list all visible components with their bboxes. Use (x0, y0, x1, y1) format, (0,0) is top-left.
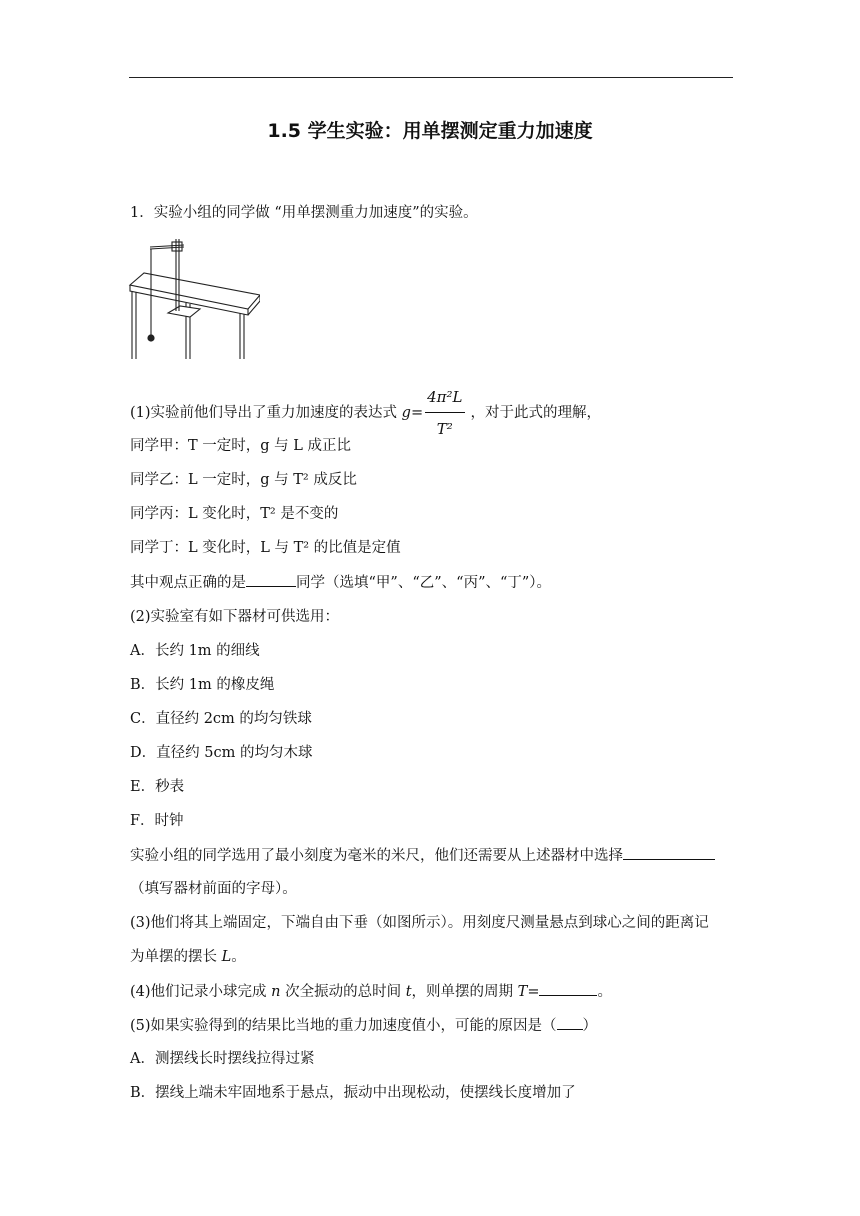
page-title: 1.5 学生实验：用单摆测定重力加速度 (267, 120, 593, 142)
answer-blank-period[interactable] (539, 981, 597, 996)
equipment-a: A．长约 1m 的细线 (130, 643, 260, 659)
view-yi: 同学乙：L 一定时，g 与 T² 成反比 (130, 472, 357, 488)
header-rule (129, 77, 733, 78)
question-1-intro: 1．实验小组的同学做 “用单摆测重力加速度”的实验。 (130, 205, 478, 221)
pendulum-apparatus-figure (128, 233, 260, 361)
choose-correct-view: 其中观点正确的是 同学（选填“甲”、“乙”、“丙”、“丁”）。 (130, 572, 551, 593)
paragraph-4: (4)他们记录小球完成 n 次全振动的总时间 t，则单摆的周期 T= 。 (130, 981, 612, 1002)
answer-blank-reason[interactable] (557, 1015, 583, 1030)
select-equipment-note: （填写器材前面的字母）。 (130, 881, 297, 897)
paragraph-2: (2)实验室有如下器材可供选用： (130, 609, 340, 625)
view-jia: 同学甲：T 一定时，g 与 L 成正比 (130, 438, 352, 454)
gravity-formula-fraction: $\frac{\text{4π²L}}{\text{T²}}$ (425, 383, 464, 443)
paragraph-3-line-2: 为单摆的摆长 L。 (130, 949, 246, 965)
equipment-e: E．秒表 (130, 779, 185, 795)
pendulum-ball (147, 334, 154, 341)
answer-blank-view[interactable] (246, 572, 296, 587)
equipment-c: C．直径约 2cm 的均匀铁球 (130, 711, 312, 727)
paragraph-3-line-1: (3)他们将其上端固定，下端自由下垂（如图所示）。用刻度尺测量悬点到球心之间的距离记 (130, 915, 709, 931)
view-ding: 同学丁：L 变化时，L 与 T² 的比值是定值 (130, 540, 401, 556)
paragraph-1: (1)实验前他们导出了重力加速度的表达式 g= $\frac{\text{4π²L}}{\text{T²}}$ ，对于此式的理解， (130, 383, 601, 443)
answer-blank-equipment[interactable] (623, 845, 715, 860)
equipment-b: B．长约 1m 的橡皮绳 (130, 677, 275, 693)
paragraph-5: (5)如果实验得到的结果比当地的重力加速度值小，可能的原因是（ ） (130, 1015, 597, 1036)
select-equipment-line: 实验小组的同学选用了最小刻度为毫米的米尺，他们还需要从上述器材中选择 (130, 845, 715, 866)
equipment-f: F．时钟 (130, 813, 184, 829)
option-b: B．摆线上端未牢固地系于悬点，振动中出现松动，使摆线长度增加了 (130, 1085, 576, 1101)
option-a: A．测摆线长时摆线拉得过紧 (130, 1051, 315, 1067)
equipment-d: D．直径约 5cm 的均匀木球 (130, 745, 313, 761)
view-bing: 同学丙：L 变化时，T² 是不变的 (130, 506, 339, 522)
